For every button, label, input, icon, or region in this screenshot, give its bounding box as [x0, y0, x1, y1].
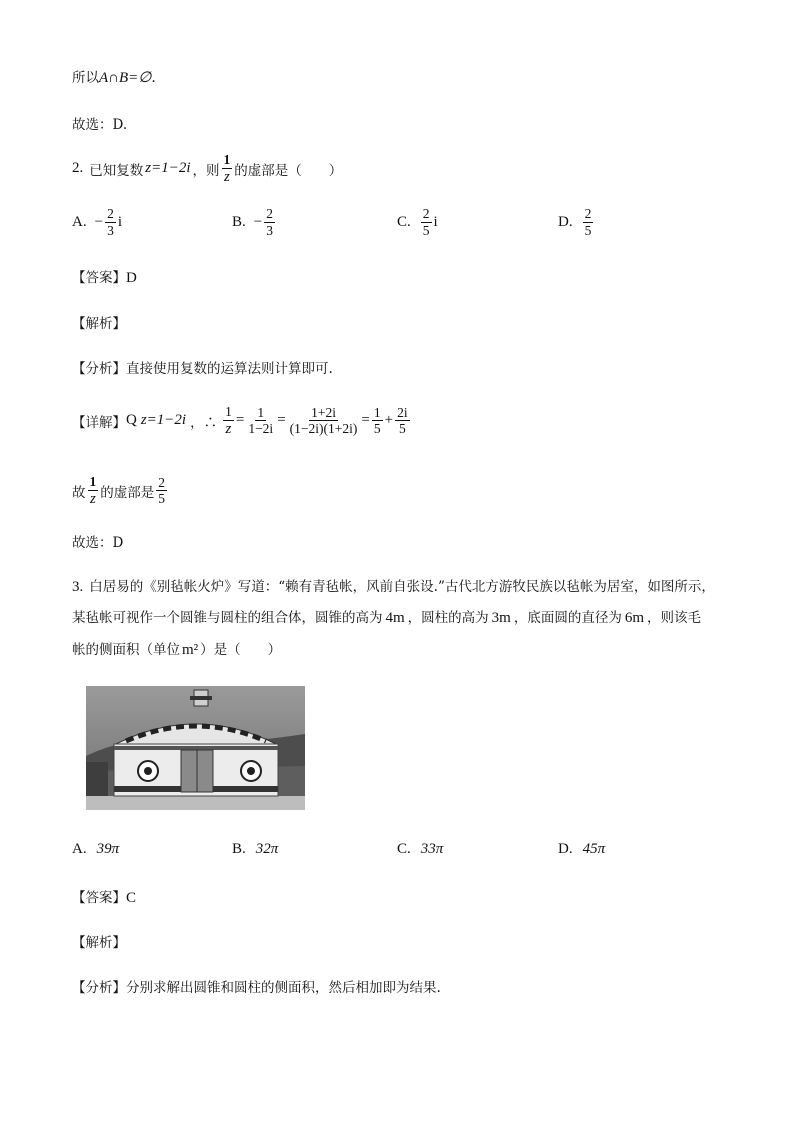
option-unit: i — [117, 213, 122, 230]
frac-num: 1 — [257, 404, 265, 420]
option-letter: A. — [72, 213, 87, 230]
frac-num: 2 — [158, 474, 165, 490]
text: 某毡帐可视作一个圆锥与圆柱的组合体，圆锥的高为 — [72, 610, 383, 626]
option-letter: A. — [72, 841, 87, 857]
analysis-tag: 【解析】 — [72, 316, 126, 332]
line-conclusion-prev — [72, 66, 156, 87]
frac-den: (1−2i)(1+2i) — [289, 421, 358, 437]
question-2-stem — [72, 152, 342, 186]
fraction — [156, 475, 167, 507]
detail-sep: ，∴ — [190, 414, 218, 431]
line-choose-prev: 故选：D. — [72, 117, 128, 133]
option-sign: − — [94, 213, 104, 230]
fraction — [105, 206, 116, 238]
text: ，圆柱的高为 — [407, 610, 489, 626]
fenxi-text: 直接使用复数的运算法则计算即可. — [126, 361, 333, 377]
frac-den: 5 — [422, 222, 430, 238]
fraction — [395, 405, 410, 437]
answer-tag: 【答案】 — [72, 890, 126, 906]
frac-num: 2 — [422, 206, 430, 221]
math: z=1−2i — [145, 160, 191, 177]
choose-line: 故选：D — [72, 535, 124, 551]
frac-den: 3 — [266, 222, 273, 238]
fraction — [246, 405, 275, 437]
question-number: 3. — [72, 579, 84, 595]
text: 帐的侧面积（单位 — [72, 642, 180, 658]
equals: = — [235, 412, 245, 429]
text: ，则该毛 — [647, 610, 702, 626]
text: 白居易的《别毡帐火炉》写道：“赖有青毡帐，风前自张设.”古代北方游牧民族以毡帐为居室，如图所示， — [89, 579, 715, 595]
option-value: 32π — [255, 841, 279, 857]
text: 的虚部是 — [100, 484, 155, 501]
frac-den: 5 — [373, 421, 381, 437]
option-letter: B. — [232, 841, 246, 857]
text: ，底面圆的直径为 — [513, 610, 622, 626]
frac-den: z — [223, 168, 230, 185]
text: 的虚部是（ ） — [234, 162, 343, 179]
frac-den: z — [89, 490, 96, 507]
frac-den: z — [225, 420, 232, 437]
frac-den: 5 — [584, 222, 592, 238]
question-3-line3 — [72, 638, 281, 659]
answer-line — [72, 886, 136, 907]
fenxi-tag: 【分析】 — [72, 361, 126, 377]
option-letter: D. — [558, 841, 573, 857]
frac-num: 1 — [225, 404, 232, 419]
frac-den: 5 — [158, 491, 165, 507]
option-c — [397, 841, 443, 858]
frac-den: 3 — [107, 222, 114, 238]
conclusion-line — [72, 474, 169, 508]
frac-num: 1 — [89, 474, 97, 489]
option-d — [558, 206, 595, 238]
answer-value: D — [126, 270, 137, 286]
detail-prefix: Q — [126, 412, 137, 429]
fraction — [583, 206, 594, 238]
question-3-line1 — [72, 575, 715, 596]
math: 3m — [491, 610, 511, 626]
frac-num: 1 — [223, 152, 231, 167]
frac-num: 2 — [107, 206, 114, 221]
detail-z: z=1−2i — [140, 412, 187, 429]
answer-line — [72, 266, 137, 287]
frac-den: 1−2i — [248, 421, 274, 437]
option-value: 45π — [582, 841, 606, 857]
option-c — [397, 206, 438, 238]
fraction — [372, 405, 383, 437]
text: 所以 — [72, 70, 99, 86]
option-a — [72, 841, 119, 858]
fraction — [88, 474, 99, 508]
option-a — [72, 206, 122, 238]
text: . — [151, 70, 156, 86]
option-value: 33π — [420, 841, 444, 857]
question-number: 2. — [72, 160, 84, 177]
math: 6m — [624, 610, 645, 626]
plus: + — [384, 412, 394, 429]
answer-tag: 【答案】 — [72, 270, 126, 286]
text: ）是（ ） — [200, 642, 282, 658]
option-letter: B. — [232, 213, 246, 230]
frac-num: 1+2i — [311, 404, 336, 420]
option-letter: C. — [397, 841, 411, 857]
detail-tag: 【详解】 — [72, 414, 126, 431]
option-value: 39π — [96, 841, 120, 857]
equals: = — [277, 412, 286, 429]
analysis-tag: 【解析】 — [72, 935, 126, 951]
fraction — [222, 152, 233, 186]
text: 已知复数 — [89, 162, 144, 179]
math: 4m — [385, 610, 405, 626]
frac-num: 2 — [266, 206, 273, 221]
frac-num: 2i — [397, 404, 408, 420]
option-b — [232, 841, 278, 858]
math: A∩B=∅ — [99, 70, 152, 86]
option-letter: D. — [558, 213, 573, 230]
option-d — [558, 841, 605, 858]
yurt-photo — [86, 686, 305, 810]
text: 故 — [72, 484, 86, 501]
fenxi-text: 分别求解出圆锥和圆柱的侧面积，然后相加即为结果. — [126, 980, 441, 996]
math: m² — [182, 642, 199, 658]
detail-line — [72, 404, 412, 438]
answer-value: C — [126, 890, 137, 906]
question-3-line2 — [72, 606, 701, 627]
frac-num: 1 — [373, 404, 381, 420]
option-letter: C. — [397, 213, 411, 230]
equals: = — [361, 412, 370, 429]
frac-den: 5 — [398, 421, 406, 437]
fraction — [288, 405, 360, 437]
fenxi-line — [72, 976, 441, 996]
fraction — [223, 404, 234, 438]
frac-num: 2 — [584, 206, 592, 221]
option-sign: − — [253, 213, 263, 230]
fraction — [421, 206, 432, 238]
text: ，则 — [192, 162, 220, 179]
option-unit: i — [433, 213, 438, 230]
fenxi-tag: 【分析】 — [72, 980, 126, 996]
fenxi-line — [72, 357, 333, 377]
option-b — [232, 206, 277, 238]
fraction — [264, 206, 275, 238]
yurt-illustration — [86, 686, 305, 810]
